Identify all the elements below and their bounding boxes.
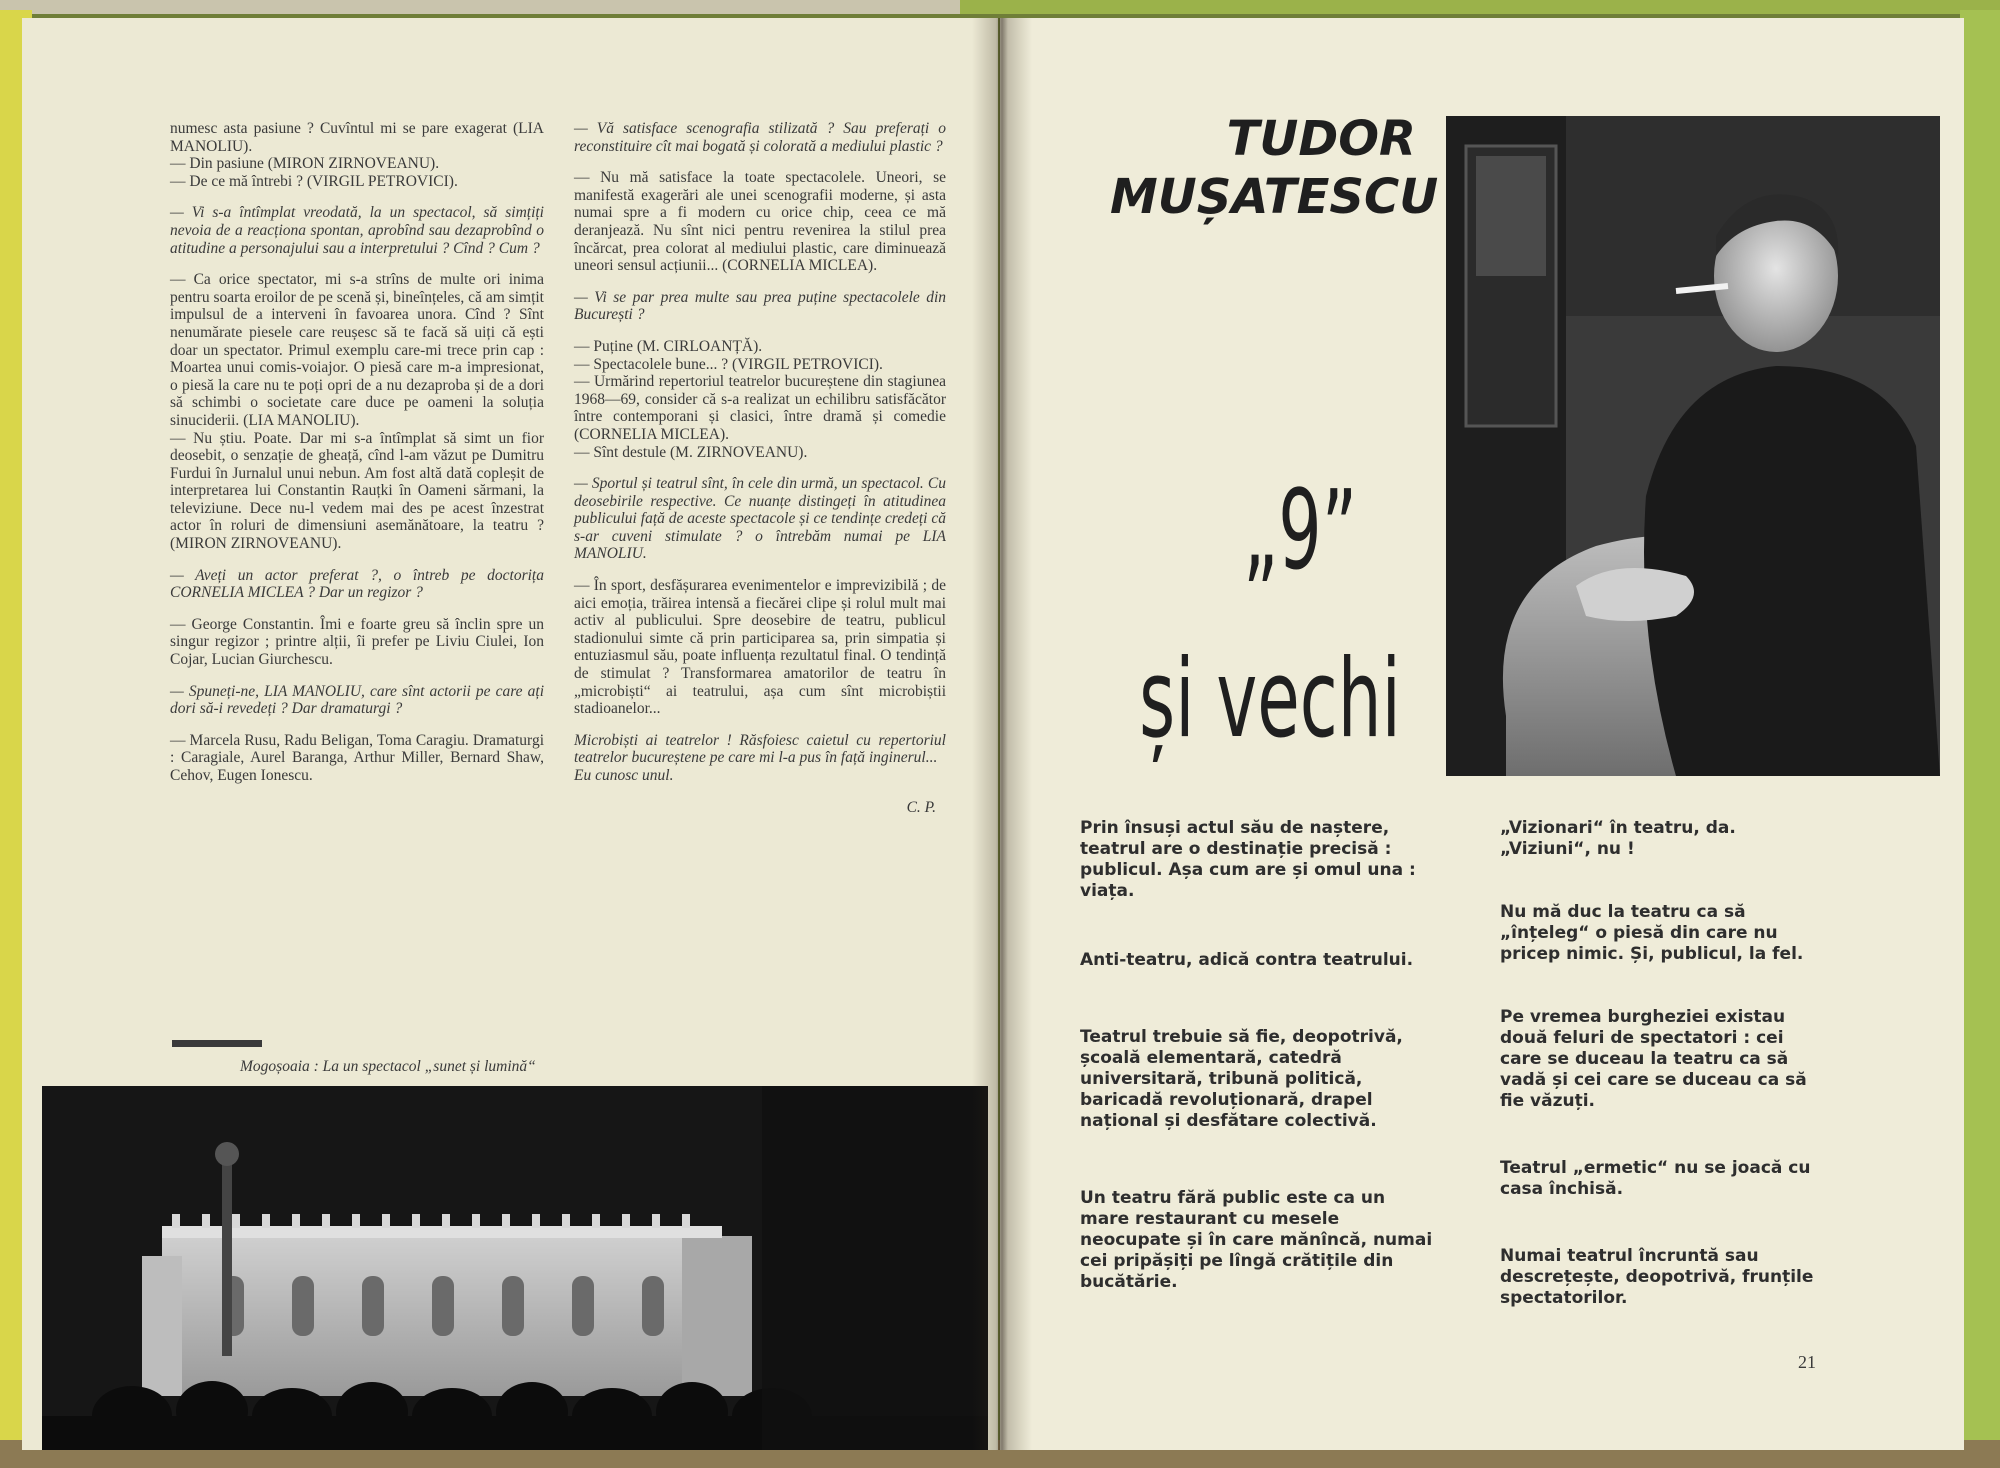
- aphorism: Numai teatrul încruntă sau descrețește, deopotrivă, frunțile spectatorilor.: [1500, 1246, 1814, 1308]
- background-strip-green: [960, 0, 2000, 14]
- column-2-body: [574, 120, 946, 785]
- aphorism: Teatrul „ermetic“ nu se joacă cu casa închisă.: [1500, 1158, 1811, 1199]
- interview-answer: — Nu știu. Poate. Dar mi s-a întîmplat să simt un fior deosebit, o senzație de gheață, cînd l-am văzut pe Dumitru Furdui în Jurnalul unui nebun. Am fost altă dată copleșit de interpretarea lui Constantin Rauțki în Oameni sărmani, la televiziune. Dece nu-l vedem mai des pe acest înzestrat actor în roluri de dimensiuni asemănătoare, la teatru ? (MIRON ZIRNOVEANU).: [170, 429, 544, 553]
- aphorism: Nu mă duc la teatru ca să „înțeleg“ o piesă din care nu pricep nimic. Și, publicul, la fel.: [1500, 902, 1804, 964]
- interview-question: — Vi se par prea multe sau prea puține spectacolele din București ?: [574, 288, 946, 324]
- photo-illustration: [42, 1086, 988, 1450]
- interview-question: — Aveți un actor preferat ?, o întreb pe doctorița CORNELIA MICLEA ? Dar un regizor ?: [170, 566, 544, 602]
- interview-answer: — Puține (M. CIRLOANȚĂ).: [574, 337, 763, 355]
- interview-question: — Vi s-a întîmplat vreodată, la un spectacol, să simțiți nevoia de a reacționa spontan, aprobînd sau dezaprobînd o atitudine a personajului sau a interpretului ? Cînd ? Cum ?: [170, 204, 544, 257]
- article-number: „9”: [1242, 466, 1358, 594]
- aphorism: Anti-teatru, adică contra teatrului.: [1080, 950, 1414, 970]
- page-number: 21: [1798, 1352, 1816, 1372]
- photo-caption: Mogoșoaia : La un spectacol „sunet și lumină“: [240, 1058, 536, 1075]
- aphorisms-right-column: [1500, 818, 1830, 1349]
- portrait-illustration: [1446, 116, 1940, 776]
- interview-answer: — Sînt destule (M. ZIRNOVEANU).: [574, 443, 808, 461]
- book-cover-right-edge: [1960, 10, 2000, 1450]
- author-first-name: TUDOR: [1226, 111, 1416, 167]
- interview-answer: — De ce mă întrebi ? (VIRGIL PETROVICI).: [170, 172, 458, 190]
- interview-answer: — Din pasiune (MIRON ZIRNOVEANU).: [170, 155, 440, 173]
- author-signature: C. P.: [906, 798, 936, 816]
- interview-answer: — George Constantin. Îmi e foarte greu să înclin spre un singur regizor ; printre alții, îi prefer pe Liviu Ciulei, Ion Cojar, Lucian Giurchescu.: [170, 615, 544, 669]
- interview-answer: — Spectacolele bune... ? (VIRGIL PETROVICI).: [574, 355, 883, 373]
- interview-question: Microbiști ai teatrelor ! Răsfoiesc caietul cu repertoriul teatrelor bucureștene pe care mi l-a pus în față inginerul...: [574, 731, 946, 767]
- aphorisms-left-column: [1080, 818, 1436, 1333]
- article-title: și vechi: [1139, 637, 1401, 762]
- interview-answer: — Urmărind repertoriul teatrelor bucureștene din stagiunea 1968—69, consider că s-a realizat un echilibru satisfăcător între contemporani și clasici, între dramă și comedie (CORNELIA MICLEA).: [574, 373, 946, 443]
- aphorism: Pe vremea burgheziei existau două feluri de spectatori : cei care se duceau la teatru ca să vadă și cei care se duceau ca să fie văzuți.: [1500, 1007, 1807, 1111]
- book-gutter: [972, 18, 1032, 1450]
- aphorism: Teatrul trebuie să fie, deopotrivă, școală elementară, catedră universitară, tribună politică, baricadă revoluționară, drapel național și desfătare colectivă.: [1080, 1027, 1403, 1131]
- interview-answer: — Nu mă satisface la toate spectacolele. Uneori, se manifestă exagerări ale unei scenografii moderne, și asta numai spre a fi modern cu orice chip, ceea ce mă deranjează. Nu sînt nici pentru revenirea la stilul prea încărcat, prea colorat al mediului plastic, care diminuează uneori sensul acțiunii... (CORNELIA MICLEA).: [574, 169, 946, 275]
- caption-rule: [172, 1040, 262, 1047]
- photo-mogosoaia-palace-night: [42, 1086, 988, 1450]
- left-page-column-1: [170, 120, 544, 785]
- aphorism: „Vizionari“ în teatru, da. „Viziuni“, nu !: [1500, 818, 1736, 859]
- interview-answer: numesc asta pasiune ? Cuvîntul mi se pare exagerat (LIA MANOLIU).: [170, 120, 544, 155]
- interview-question: — Sportul și teatrul sînt, în cele din urmă, un spectacol. Cu deosebirile respective. Ce nuanțe distingeți în atitudinea publicului față de aceste spectacole și ce tendințe credeți că s-ar cuveni stimulate ? o întrebăm numai pe LIA MANOLIU.: [574, 475, 946, 563]
- aphorism: Un teatru fără public este ca un mare restaurant cu mesele neocupate și în care mănîncă, numai cei pripășiți pe lîngă crătițile din bucătărie.: [1080, 1188, 1433, 1292]
- aphorism: Prin însuși actul său de naștere, teatrul are o destinație precisă : publicul. Așa cum are și omul una : viața.: [1080, 818, 1416, 901]
- interview-question: — Vă satisface scenografia stilizată ? Sau preferați o reconstituire cît mai bogată și colorată a mediului plastic ?: [574, 120, 946, 155]
- author-name: [1110, 110, 1439, 226]
- author-last-name: MUȘATESCU: [1110, 169, 1439, 225]
- interview-question: — Spuneți-ne, LIA MANOLIU, care sînt actorii pe care ați dori să-i revedeți ? Dar dramaturgi ?: [170, 682, 544, 718]
- interview-answer: — Ca orice spectator, mi s-a strîns de multe ori inima pentru soarta eroilor de pe scenă și, bineînțeles, că am simțit impulsul de a interveni în favoarea unora. Cînd ? Sînt nenumărate piesele care reușesc să te facă să uiți că ești doar un spectator. Primul exemplu care-mi trece prin cap : Moartea unui comis-voiajor. O piesă care m-a impresionat, o piesă la care nu te poți opri de a nu dezaproba și de a dori să schimbi o societate care duce pe oameni la soluția sinuciderii. (LIA MANOLIU).: [170, 271, 544, 429]
- interview-answer: — Marcela Rusu, Radu Beligan, Toma Caragiu. Dramaturgi : Caragiale, Aurel Baranga, Arthur Miller, Bernard Shaw, Cehov, Eugen Ionescu.: [170, 731, 544, 784]
- left-page-column-2: [574, 120, 946, 816]
- author-portrait-photo: [1446, 116, 1940, 776]
- interview-answer: — În sport, desfășurarea evenimentelor e imprevizibilă ; de aici emoția, trăirea intensă a fiecărei clipe și rolul mult mai activ al publicului. Spre deosebire de teatru, publicul stadionului simte că prin participarea sa, prin simpatia și entuziasmul său, poate influența rezultatul final. O tendință de stimulat ? Transformarea amatorilor de teatru în „microbiști“ ai teatrului, așa cum sînt microbiștii stadioanelor...: [574, 577, 946, 718]
- interview-question: Eu cunosc unul.: [574, 767, 674, 784]
